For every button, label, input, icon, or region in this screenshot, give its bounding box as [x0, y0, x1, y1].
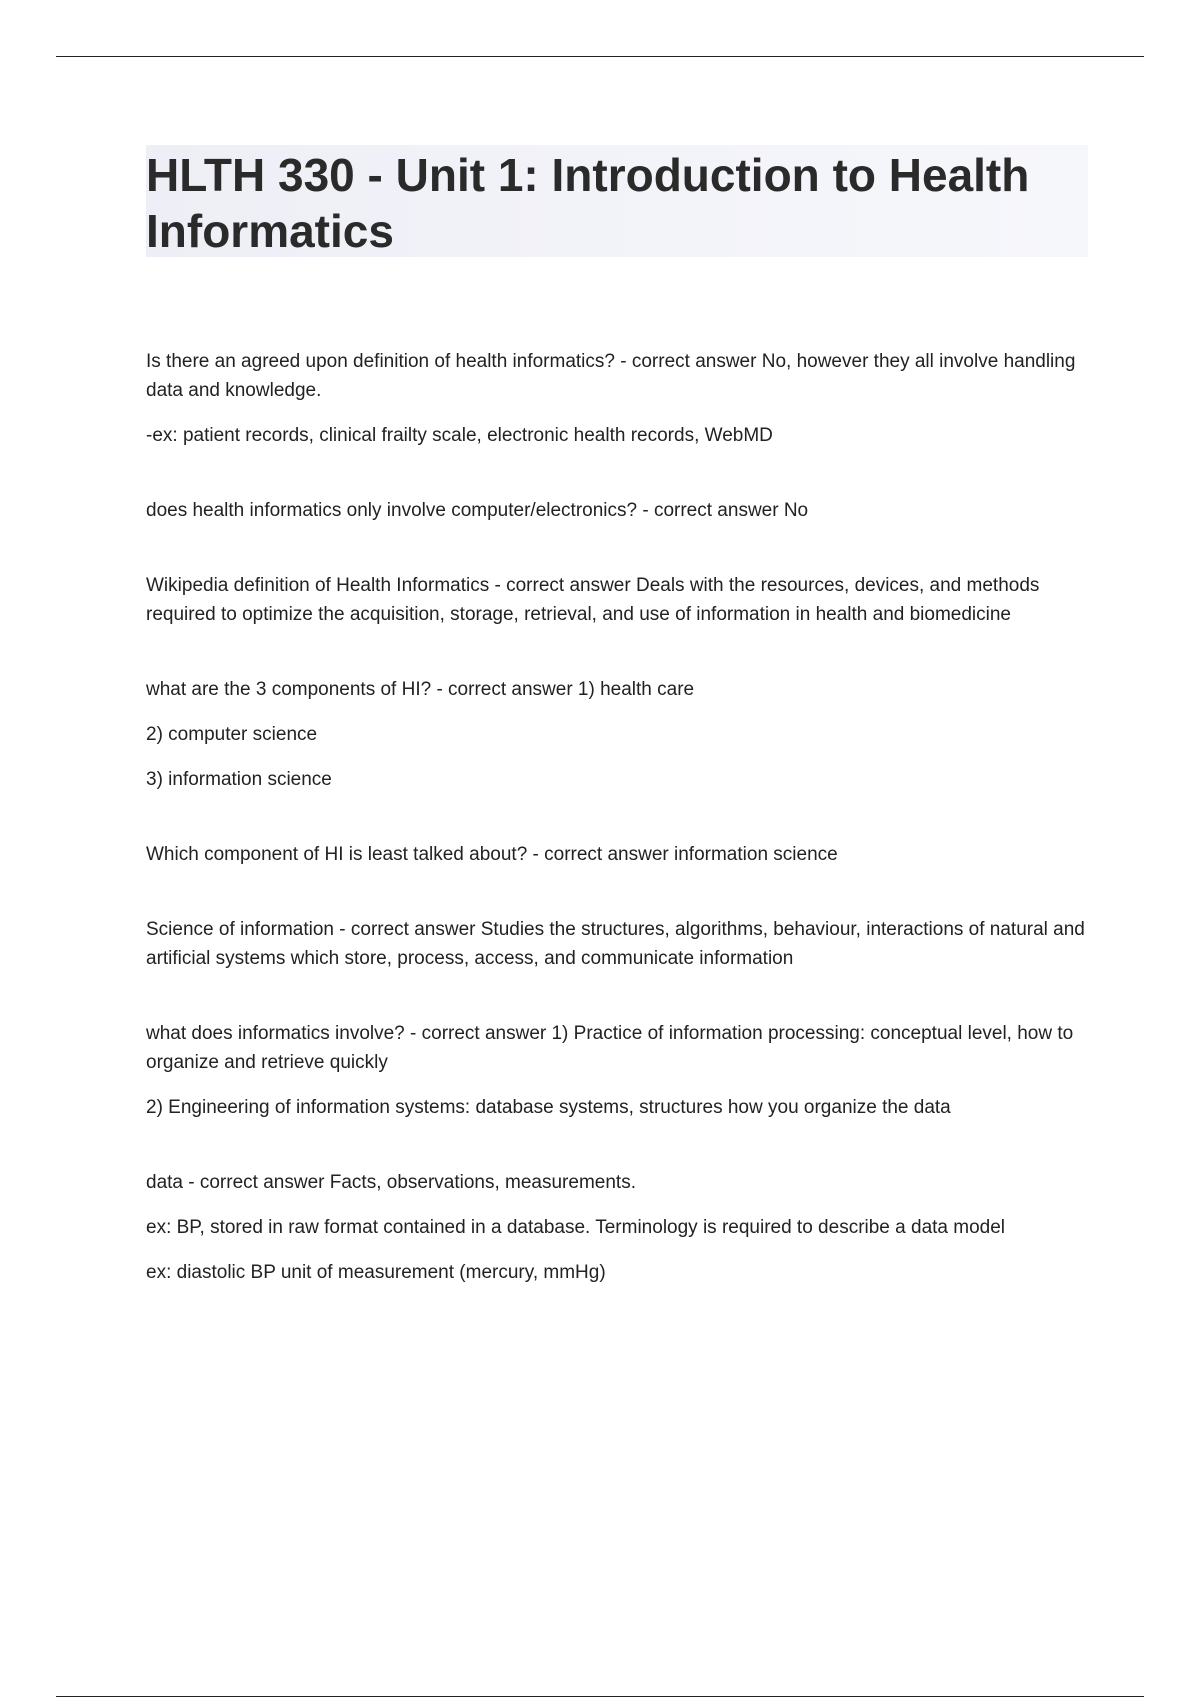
qa-text: what are the 3 components of HI? - correct answer 1) health care: [146, 679, 695, 700]
qa-text: -ex: patient records, clinical frailty scale, electronic health records, WebMD: [146, 425, 773, 446]
qa-entry: [146, 571, 1086, 629]
page-title: HLTH 330 - Unit 1: Introduction to Health Informatics: [146, 149, 1030, 257]
qa-entry: [146, 675, 1086, 794]
qa-entry: [146, 496, 1086, 525]
qa-text: 2) computer science: [146, 724, 318, 745]
qa-entry: [146, 347, 1086, 450]
qa-entry: [146, 1019, 1086, 1122]
qa-entry: [146, 840, 1086, 869]
qa-text: ex: diastolic BP unit of measurement (mercury, mmHg): [146, 1262, 606, 1283]
qa-text: does health informatics only involve computer/electronics? - correct answer No: [146, 500, 809, 521]
qa-text: data - correct answer Facts, observations, measurements.: [146, 1172, 636, 1193]
qa-text: what does informatics involve? - correct answer 1) Practice of information processing: conceptual level, how to organize and retrieve quickly: [146, 1023, 1074, 1073]
qa-text: 2) Engineering of information systems: database systems, structures how you organize the data: [146, 1097, 951, 1118]
qa-entry: [146, 915, 1086, 973]
top-divider: [56, 56, 1144, 57]
flashcard-list: [146, 347, 1086, 1287]
bottom-divider: [56, 1696, 1144, 1697]
qa-text: Science of information - correct answer Studies the structures, algorithms, behaviour, interactions of natural and artificial systems which store, process, access, and communicate information: [146, 919, 1085, 969]
title-banner: [146, 145, 1088, 257]
qa-text: Which component of HI is least talked about? - correct answer information science: [146, 844, 838, 865]
qa-entry: [146, 1168, 1086, 1287]
qa-text: Wikipedia definition of Health Informatics - correct answer Deals with the resources, devices, and methods required to optimize the acquisition, storage, retrieval, and use of information in health and biomedicine: [146, 575, 1040, 625]
qa-text: 3) information science: [146, 769, 332, 790]
qa-text: ex: BP, stored in raw format contained in a database. Terminology is required to describe a data model: [146, 1217, 1006, 1238]
qa-text: Is there an agreed upon definition of health informatics? - correct answer No, however they all involve handling data and knowledge.: [146, 351, 1076, 401]
